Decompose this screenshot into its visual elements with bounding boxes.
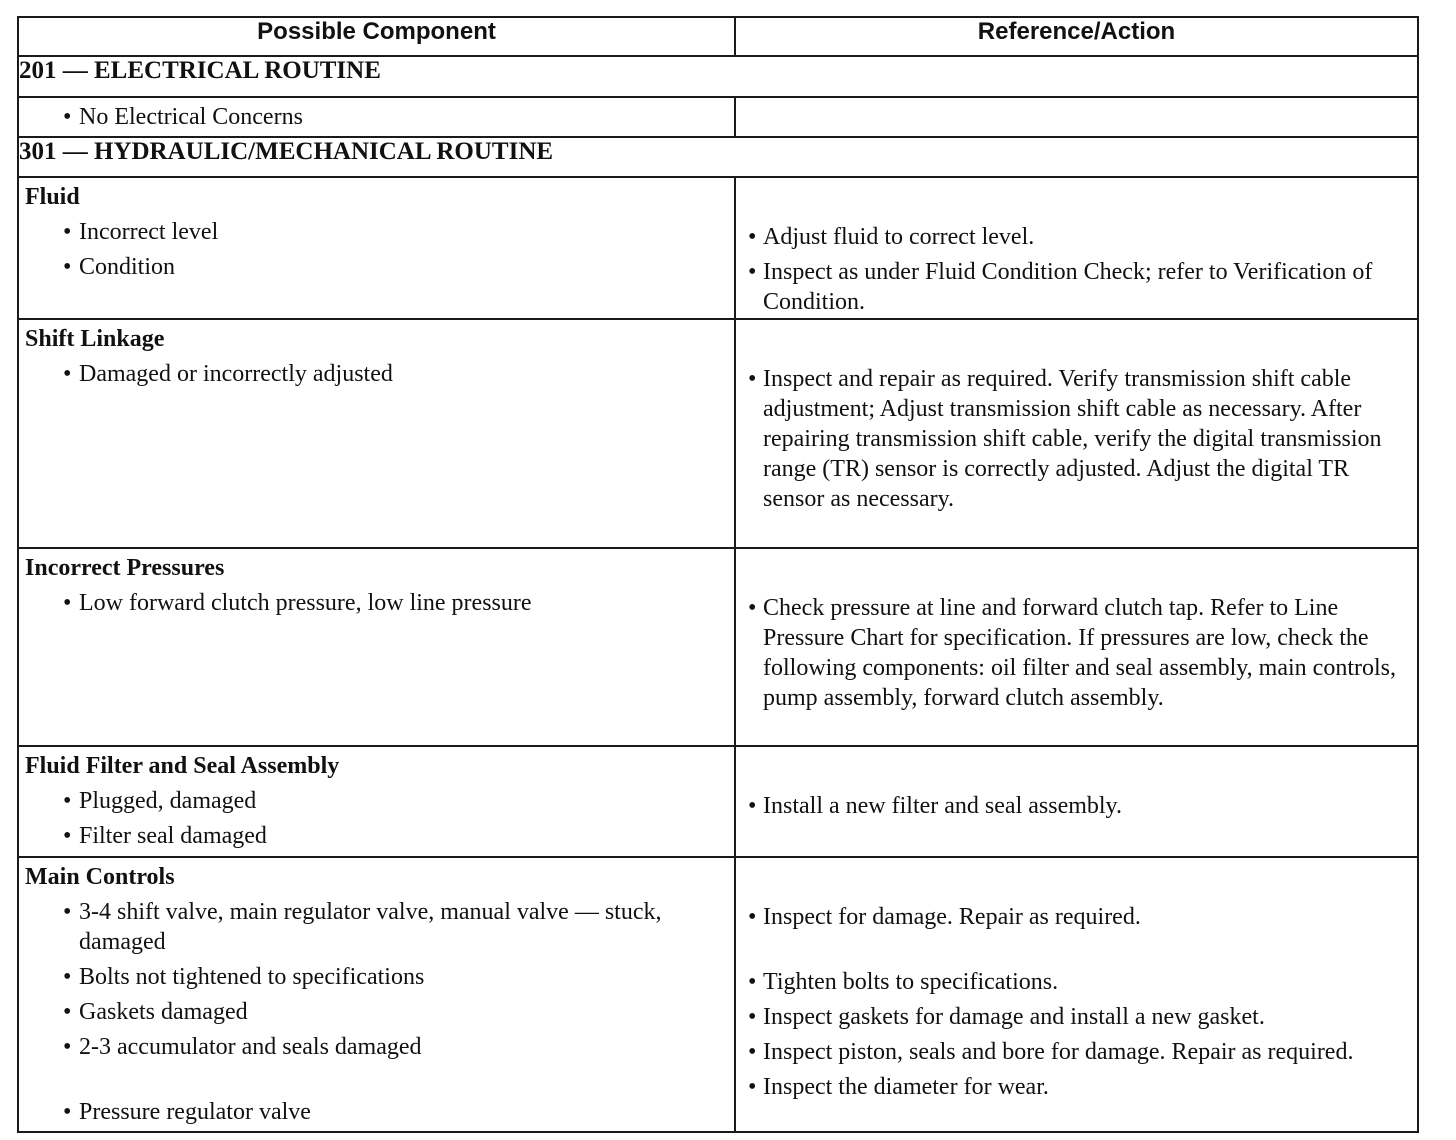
section-title-electrical: 201 — ELECTRICAL ROUTINE: [18, 56, 1418, 97]
action-item: • Inspect gaskets for damage and install a new gasket.: [736, 1002, 1417, 1032]
component-item: • 2-3 accumulator and seals damaged: [19, 1032, 734, 1062]
action-item: • Check pressure at line and forward clutch tap. Refer to Line Pressure Chart for specification. If pressures are low, check the following components: oil filter and seal assembly, main controls, pump assembly, forward clutch assembly.: [736, 593, 1417, 713]
fluid-filter-action-list: [736, 791, 1417, 821]
component-item: • Bolts not tightened to specifications: [19, 962, 734, 992]
fluid-filter-action-cell: [735, 746, 1418, 857]
component-item: • Filter seal damaged: [19, 821, 734, 851]
header-possible-component: Possible Component: [18, 17, 735, 56]
shift-linkage-component-cell: [18, 319, 735, 548]
group-title-fluid-filter: Fluid Filter and Seal Assembly: [25, 753, 340, 779]
incorrect-pressures-component-cell: [18, 548, 735, 746]
main-controls-action-list: [736, 902, 1417, 1102]
electrical-item-cell: [18, 97, 735, 137]
section-row-electrical: [18, 56, 1418, 97]
header-reference-action: Reference/Action: [735, 17, 1418, 56]
fluid-action-list: [736, 222, 1417, 317]
component-item: • Plugged, damaged: [19, 786, 734, 816]
section-title-hydraulic: 301 — HYDRAULIC/MECHANICAL ROUTINE: [18, 137, 1418, 177]
component-item: • Damaged or incorrectly adjusted: [19, 359, 734, 389]
electrical-item-row: [18, 97, 1418, 137]
section-row-hydraulic: [18, 137, 1418, 177]
component-item: • Condition: [19, 252, 734, 282]
component-item: • Gaskets damaged: [19, 997, 734, 1027]
main-controls-component-cell: [18, 857, 735, 1132]
group-row-shift-linkage: [18, 319, 1418, 548]
group-title-fluid: Fluid: [25, 184, 80, 210]
fluid-component-list: [19, 217, 734, 282]
action-item: • Inspect piston, seals and bore for damage. Repair as required.: [736, 1037, 1417, 1067]
group-title-shift-linkage: Shift Linkage: [25, 326, 165, 352]
incorrect-pressures-component-list: [19, 588, 734, 618]
fluid-component-cell: [18, 177, 735, 319]
main-controls-component-list: [19, 897, 734, 1127]
group-row-incorrect-pressures: [18, 548, 1418, 746]
component-item: • Incorrect level: [19, 217, 734, 247]
electrical-item: • No Electrical Concerns: [19, 102, 734, 132]
action-item: • Inspect for damage. Repair as required.: [736, 902, 1417, 932]
action-item: • Install a new filter and seal assembly.: [736, 791, 1417, 821]
incorrect-pressures-action-list: [736, 593, 1417, 713]
shift-linkage-component-list: [19, 359, 734, 389]
incorrect-pressures-action-cell: [735, 548, 1418, 746]
shift-linkage-action-list: [736, 364, 1417, 514]
group-title-incorrect-pressures: Incorrect Pressures: [25, 555, 225, 581]
action-item: • Tighten bolts to specifications.: [736, 967, 1417, 997]
group-title-main-controls: Main Controls: [25, 864, 175, 890]
action-item: • Inspect the diameter for wear.: [736, 1072, 1417, 1102]
group-row-main-controls: [18, 857, 1418, 1132]
component-item: • Pressure regulator valve: [19, 1097, 734, 1127]
electrical-action-cell: [735, 97, 1418, 137]
diagnostic-table: [17, 16, 1419, 1133]
group-row-fluid: [18, 177, 1418, 319]
action-item: • Inspect as under Fluid Condition Check; refer to Verification of Condition.: [736, 257, 1417, 317]
fluid-filter-component-list: [19, 786, 734, 851]
action-item: • Inspect and repair as required. Verify transmission shift cable adjustment; Adjust transmission shift cable as necessary. After repairing transmission shift cable, verify the digital transmission range (TR) sensor is correctly adjusted. Adjust the digital TR sensor as necessary.: [736, 364, 1417, 514]
component-item: • 3-4 shift valve, main regulator valve, manual valve — stuck, damaged: [19, 897, 734, 957]
group-row-fluid-filter: [18, 746, 1418, 857]
fluid-action-cell: [735, 177, 1418, 319]
action-item: • Adjust fluid to correct level.: [736, 222, 1417, 252]
shift-linkage-action-cell: [735, 319, 1418, 548]
main-controls-action-cell: [735, 857, 1418, 1132]
component-item: • Low forward clutch pressure, low line pressure: [19, 588, 734, 618]
fluid-filter-component-cell: [18, 746, 735, 857]
header-row: [18, 17, 1418, 56]
